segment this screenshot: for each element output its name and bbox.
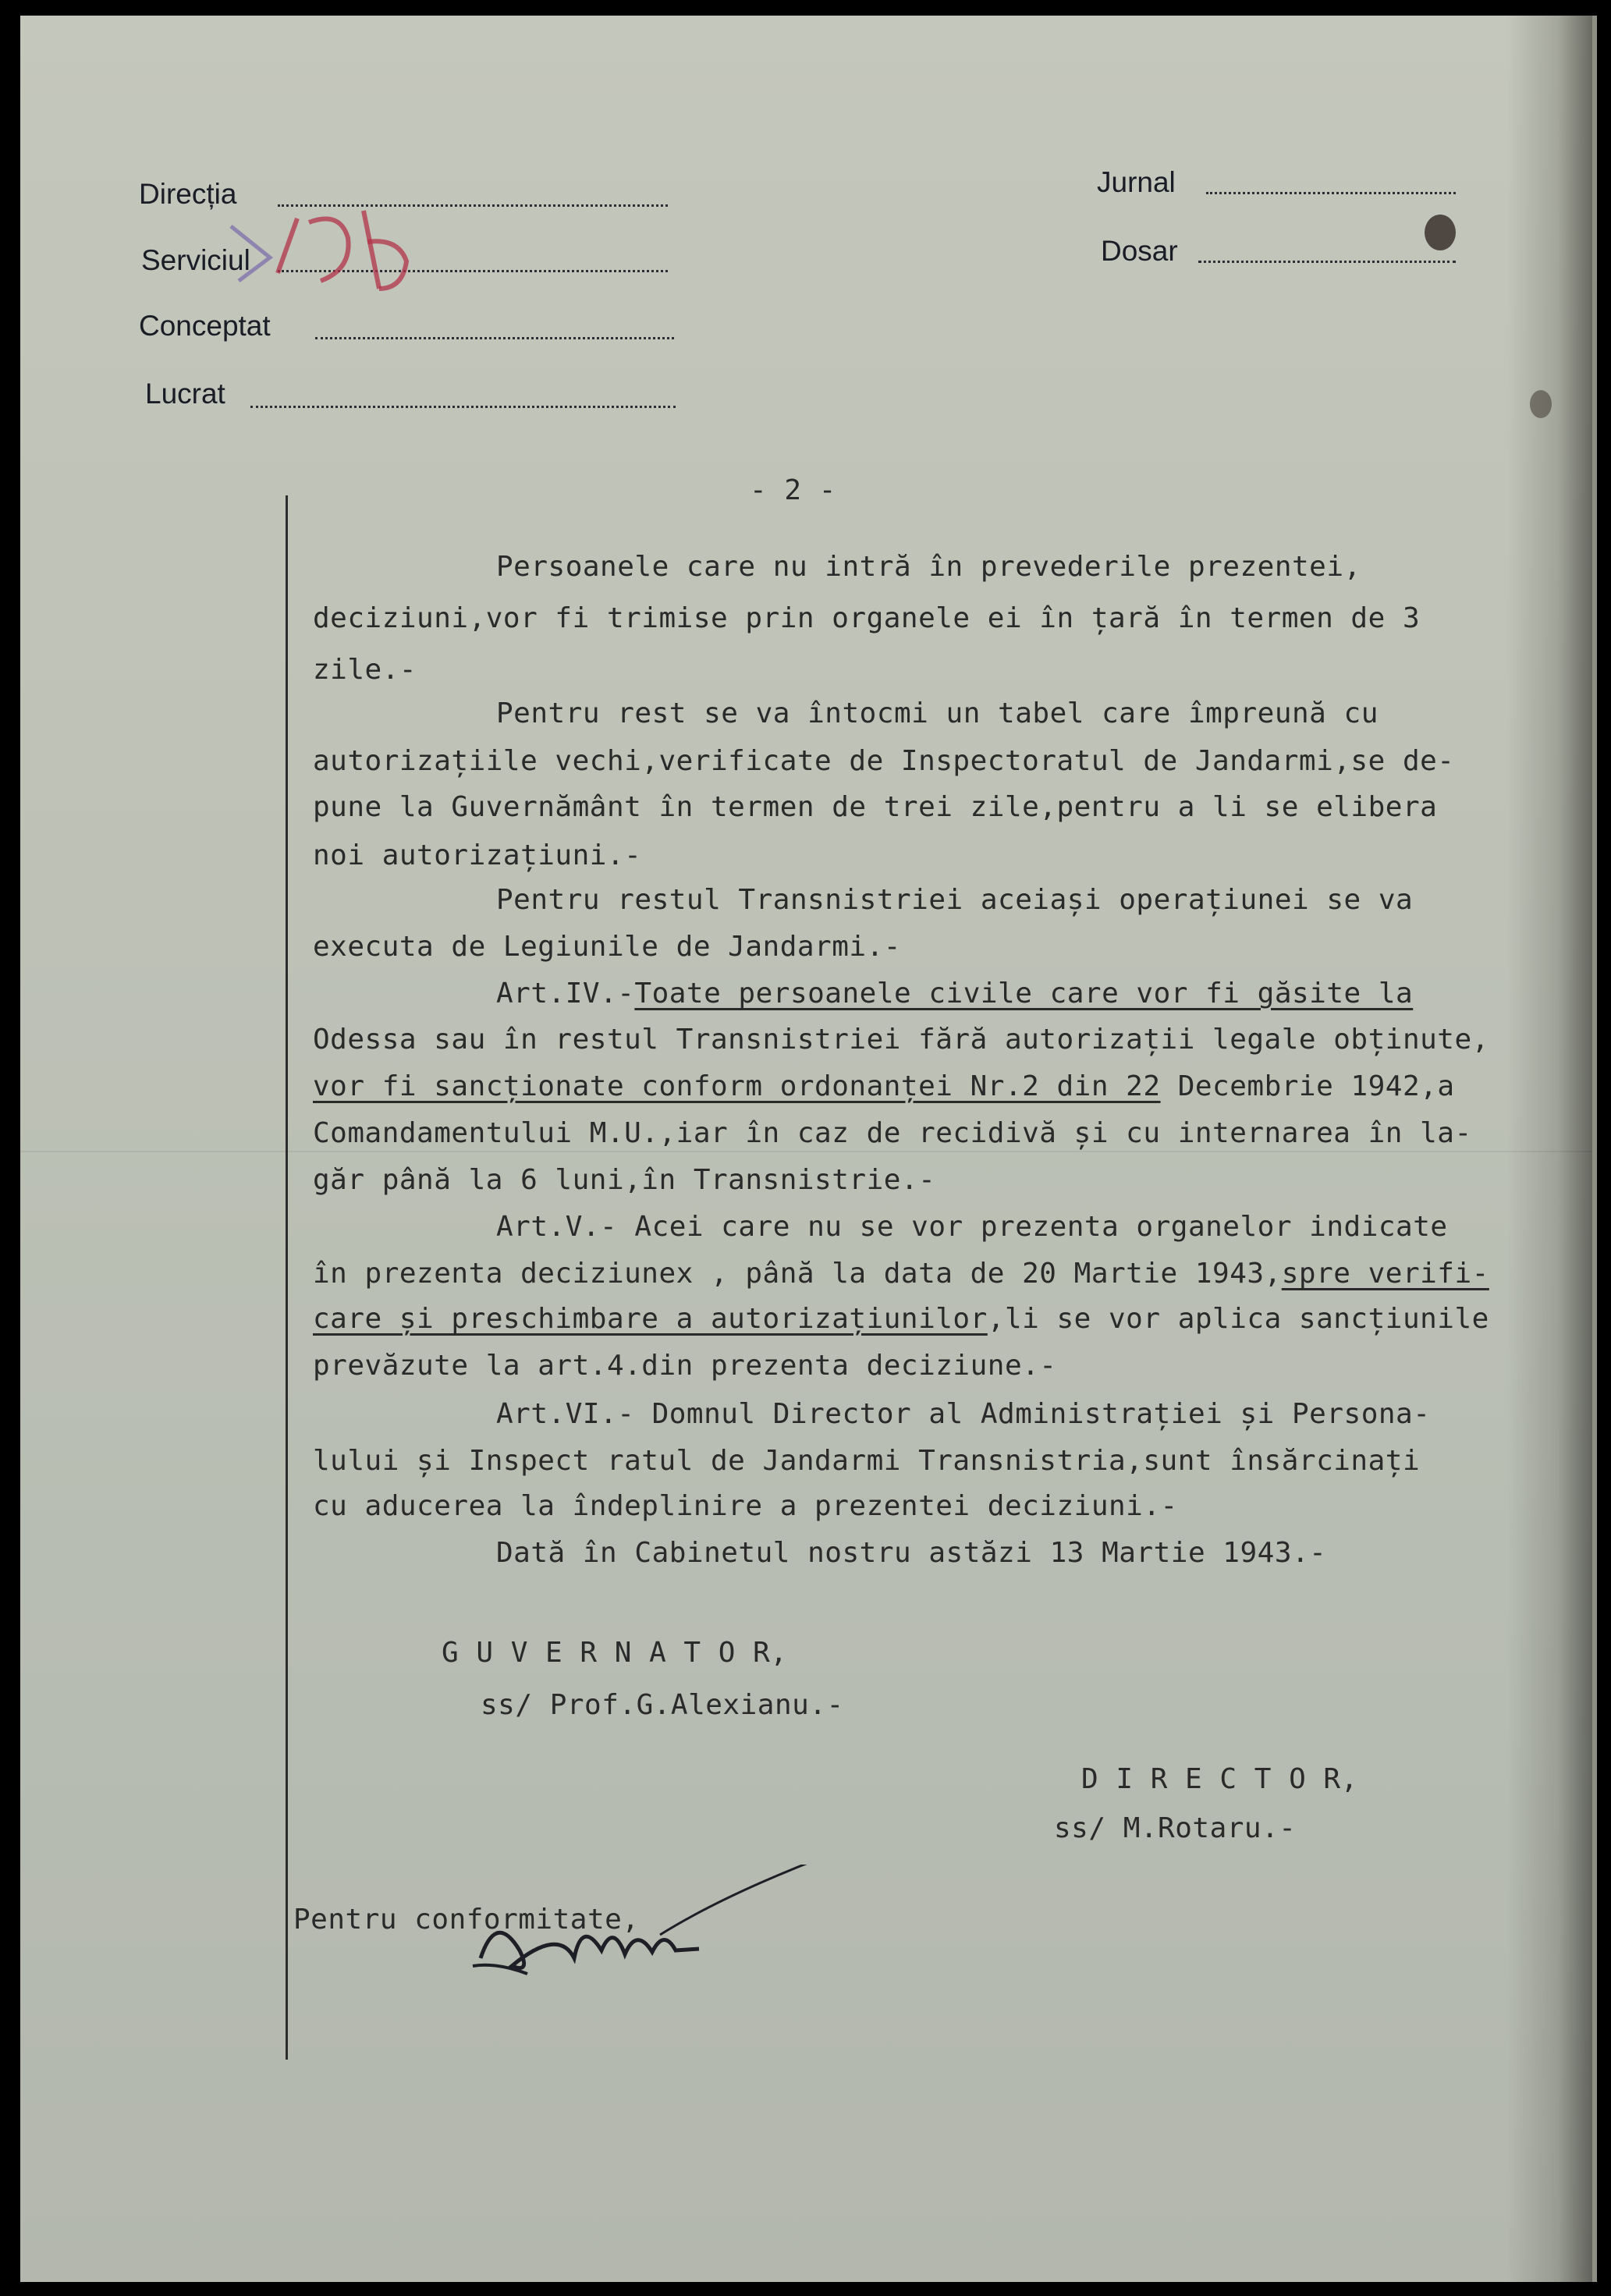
director-name: ss/ M.Rotaru.- bbox=[1054, 1812, 1297, 1844]
body-line: Persoanele care nu intră în prevederile prezentei, bbox=[496, 551, 1361, 583]
dosar-label: Dosar bbox=[1101, 235, 1178, 267]
body-line: autorizațiile vechi,verificate de Inspectoratul de Jandarmi,se de- bbox=[313, 745, 1455, 777]
fold-line bbox=[20, 1151, 1592, 1152]
article-iv-line: găr până la 6 luni,în Transnistrie.- bbox=[313, 1164, 936, 1196]
article-vi-label: Art.VI.- bbox=[496, 1398, 635, 1430]
body-line: Pentru rest se va întocmi un tabel care împreună cu bbox=[496, 697, 1379, 729]
margin-rule bbox=[286, 495, 288, 2060]
article-v-underlined: care și preschimbare a autorizațiunilor bbox=[313, 1303, 988, 1335]
article-v-underlined: spre verifi- bbox=[1281, 1258, 1489, 1290]
body-line: executa de Legiunile de Jandarmi.- bbox=[313, 931, 901, 963]
lucrat-label: Lucrat bbox=[145, 378, 225, 410]
article-iv-label: Art.IV.- bbox=[496, 978, 635, 1010]
jurnal-field bbox=[1206, 192, 1456, 194]
article-v-text: ,li se vor aplica sancțiunile bbox=[987, 1303, 1489, 1335]
guvernator-name: ss/ Prof.G.Alexianu.- bbox=[481, 1689, 844, 1721]
serviciul-label: Serviciul bbox=[141, 244, 250, 276]
article-v-line bbox=[313, 1258, 1489, 1290]
ink-stain bbox=[1530, 390, 1552, 418]
director-title: D I R E C T O R, bbox=[1081, 1763, 1358, 1795]
document-page bbox=[20, 16, 1597, 2282]
article-vi-text: Domnul Director al Administrației și Persona- bbox=[634, 1398, 1431, 1430]
jurnal-label: Jurnal bbox=[1097, 166, 1176, 198]
article-v-label: Art.V.- bbox=[496, 1211, 618, 1243]
conceptat-label: Conceptat bbox=[139, 310, 271, 342]
article-v-text: Acei care nu se vor prezenta organelor indicate bbox=[617, 1211, 1448, 1243]
closing-date-line: Dată în Cabinetul nostru astăzi 13 Martie 1943.- bbox=[496, 1537, 1327, 1569]
body-line: noi autorizațiuni.- bbox=[313, 839, 642, 871]
article-v-text: în prezenta deciziunex , până la data de 20 Martie 1943, bbox=[313, 1258, 1282, 1290]
article-iv-line bbox=[496, 978, 1413, 1010]
article-iv-underlined: vor fi sancționate conform ordonanței Nr.2 din 22 bbox=[313, 1070, 1161, 1102]
article-v-line: prevăzute la art.4.din prezenta deciziune.- bbox=[313, 1350, 1057, 1382]
article-v-line bbox=[496, 1211, 1448, 1243]
article-iv-line bbox=[313, 1070, 1455, 1102]
lucrat-field bbox=[250, 406, 676, 408]
article-iv-underlined: Toate persoanele civile care vor fi găsite la bbox=[634, 978, 1414, 1010]
conceptat-field bbox=[315, 337, 674, 339]
body-line: pune la Guvernământ în termen de trei zile,pentru a li se elibera bbox=[313, 791, 1438, 823]
article-iv-line: Comandamentului M.U.,iar în caz de recidivă și cu internarea în la- bbox=[313, 1117, 1472, 1149]
article-v-line bbox=[313, 1303, 1489, 1335]
page-number: - 2 - bbox=[750, 474, 836, 506]
body-line: zile.- bbox=[313, 654, 417, 686]
torn-edge bbox=[1506, 16, 1592, 2282]
article-vi-line: lului și Inspect ratul de Jandarmi Transnistria,sunt însărcinați bbox=[313, 1445, 1421, 1477]
handwritten-signature bbox=[465, 1865, 839, 1997]
dosar-field bbox=[1198, 261, 1456, 263]
conformitate-label: Pentru conformitate, bbox=[293, 1904, 640, 1936]
article-vi-line: cu aducerea la îndeplinire a prezentei deciziuni.- bbox=[313, 1490, 1178, 1522]
article-iv-text: Decembrie 1942,a bbox=[1160, 1070, 1455, 1102]
directia-label: Direcția bbox=[139, 178, 237, 210]
body-line: Pentru restul Transnistriei aceiași operațiunei se va bbox=[496, 884, 1414, 916]
guvernator-title: G U V E R N A T O R, bbox=[442, 1637, 788, 1669]
article-iv-line: Odessa sau în restul Transnistriei fără autorizații legale obținute, bbox=[313, 1024, 1489, 1056]
registration-stamp bbox=[223, 195, 426, 312]
article-vi-line bbox=[496, 1398, 1430, 1430]
ink-stain bbox=[1425, 215, 1456, 250]
body-line: deciziuni,vor fi trimise prin organele ei în țară în termen de 3 bbox=[313, 602, 1421, 634]
